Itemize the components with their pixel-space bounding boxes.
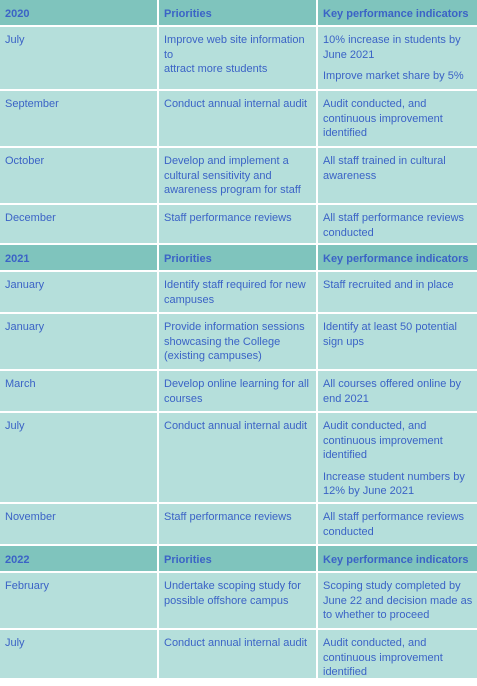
kpi-heading: Key performance indicators xyxy=(318,245,477,270)
kpi-text: awareness xyxy=(323,169,377,182)
priority-cell xyxy=(159,314,316,369)
month-cell xyxy=(0,504,157,544)
month-text: July xyxy=(5,34,25,46)
priority-text: campuses xyxy=(164,293,215,306)
kpi-text: conducted xyxy=(323,226,374,239)
kpi-cell xyxy=(318,371,477,411)
kpi-text: All staff trained in cultural xyxy=(323,155,446,167)
month-cell xyxy=(0,371,157,411)
month-cell xyxy=(0,413,157,502)
table-row xyxy=(0,272,477,312)
kpi-text: continuous improvement xyxy=(323,434,443,447)
kpi-text: continuous improvement xyxy=(323,651,443,664)
month-cell xyxy=(0,630,157,678)
kpi-text: identified xyxy=(323,449,368,462)
section-header-2021 xyxy=(0,245,477,270)
kpi-cell xyxy=(318,27,477,89)
kpi-cell xyxy=(318,148,477,203)
priority-text: Conduct annual internal audit xyxy=(164,637,308,649)
priority-text: courses xyxy=(164,392,203,405)
month-text: March xyxy=(5,378,36,390)
kpi-text: identified xyxy=(323,127,368,140)
priority-cell xyxy=(159,413,316,502)
priority-text: Staff performance reviews xyxy=(164,511,292,523)
priority-text: Develop online learning for all xyxy=(164,378,309,390)
priorities-heading: Priorities xyxy=(159,546,316,571)
year-heading: 2021 xyxy=(0,245,157,270)
priority-text: Conduct annual internal audit xyxy=(164,420,308,432)
priority-text: Staff performance reviews xyxy=(164,212,292,224)
kpi-text: continuous improvement xyxy=(323,112,443,125)
priorities-heading: Priorities xyxy=(159,245,316,270)
priorities-heading: Priorities xyxy=(159,0,316,25)
table-row xyxy=(0,573,477,628)
month-text: February xyxy=(5,580,50,592)
priority-text: awareness program for staff xyxy=(164,184,301,197)
kpi-cell xyxy=(318,573,477,628)
table-row xyxy=(0,630,477,678)
table-row xyxy=(0,27,477,89)
priority-cell xyxy=(159,91,316,146)
priority-text: Conduct annual internal audit xyxy=(164,98,308,110)
priority-text: attract more students xyxy=(164,63,268,76)
month-cell xyxy=(0,91,157,146)
table-row xyxy=(0,413,477,502)
kpi-cell xyxy=(318,205,477,243)
table-row xyxy=(0,91,477,146)
section-header-2020 xyxy=(0,0,477,25)
kpi-text: Audit conducted, and xyxy=(323,637,427,649)
month-cell xyxy=(0,573,157,628)
priority-cell xyxy=(159,504,316,544)
kpi-heading: Key performance indicators xyxy=(318,0,477,25)
kpi-text: All courses offered online by xyxy=(323,378,461,390)
kpi-text: sign ups xyxy=(323,335,364,348)
kpi-text: 12% by June 2021 xyxy=(323,485,415,498)
kpi-cell xyxy=(318,630,477,678)
kpi-text: Audit conducted, and xyxy=(323,98,427,110)
priority-cell xyxy=(159,272,316,312)
priority-text: Identify staff required for new xyxy=(164,279,306,291)
kpi-text: 10% increase in students by xyxy=(323,34,461,46)
section-header-2022 xyxy=(0,546,477,571)
year-heading: 2020 xyxy=(0,0,157,25)
month-text: July xyxy=(5,637,25,649)
priority-text: Improve web site information to xyxy=(164,34,305,61)
kpi-text: Identify at least 50 potential xyxy=(323,321,457,333)
priority-cell xyxy=(159,371,316,411)
kpi-text: June 2021 xyxy=(323,48,375,61)
month-cell xyxy=(0,205,157,243)
priority-text: (existing campuses) xyxy=(164,350,262,363)
kpi-text: All staff performance reviews xyxy=(323,511,465,523)
priority-cell xyxy=(159,148,316,203)
kpi-text: Increase student numbers by xyxy=(323,470,465,483)
kpi-heading: Key performance indicators xyxy=(318,546,477,571)
kpi-text: Audit conducted, and xyxy=(323,420,427,432)
priority-cell xyxy=(159,27,316,89)
priority-cell xyxy=(159,630,316,678)
kpi-cell xyxy=(318,314,477,369)
kpi-cell xyxy=(318,504,477,544)
kpi-text: June 22 and decision made as xyxy=(323,594,473,607)
priority-text: Provide information sessions xyxy=(164,321,305,333)
kpi-text: identified xyxy=(323,666,368,679)
table-row xyxy=(0,314,477,369)
month-cell xyxy=(0,27,157,89)
priority-text: cultural sensitivity and xyxy=(164,169,272,182)
table-row xyxy=(0,205,477,243)
paragraph-gap xyxy=(323,463,473,470)
paragraph-gap xyxy=(323,62,473,69)
month-text: July xyxy=(5,420,25,432)
priority-text: Develop and implement a xyxy=(164,155,289,167)
month-text: January xyxy=(5,279,45,291)
kpi-text: Improve market share by 5% xyxy=(323,70,464,83)
kpi-text: to whether to proceed xyxy=(323,609,430,622)
kpi-text: Staff recruited and in place xyxy=(323,279,454,291)
table-row xyxy=(0,148,477,203)
table-row xyxy=(0,371,477,411)
priority-text: Undertake scoping study for xyxy=(164,580,301,592)
month-text: October xyxy=(5,155,45,167)
month-cell xyxy=(0,314,157,369)
month-text: January xyxy=(5,321,45,333)
priority-cell xyxy=(159,205,316,243)
kpi-cell xyxy=(318,272,477,312)
kpi-text: conducted xyxy=(323,525,374,538)
priority-text: showcasing the College xyxy=(164,335,281,348)
year-heading: 2022 xyxy=(0,546,157,571)
kpi-cell xyxy=(318,91,477,146)
kpi-text: end 2021 xyxy=(323,392,369,405)
month-cell xyxy=(0,272,157,312)
priority-cell xyxy=(159,573,316,628)
kpi-cell xyxy=(318,413,477,502)
month-text: November xyxy=(5,511,56,523)
priority-text: possible offshore campus xyxy=(164,594,289,607)
month-text: December xyxy=(5,212,56,224)
kpi-text: Scoping study completed by xyxy=(323,580,461,592)
month-text: September xyxy=(5,98,59,110)
month-cell xyxy=(0,148,157,203)
table-row xyxy=(0,504,477,544)
kpi-text: All staff performance reviews xyxy=(323,212,465,224)
